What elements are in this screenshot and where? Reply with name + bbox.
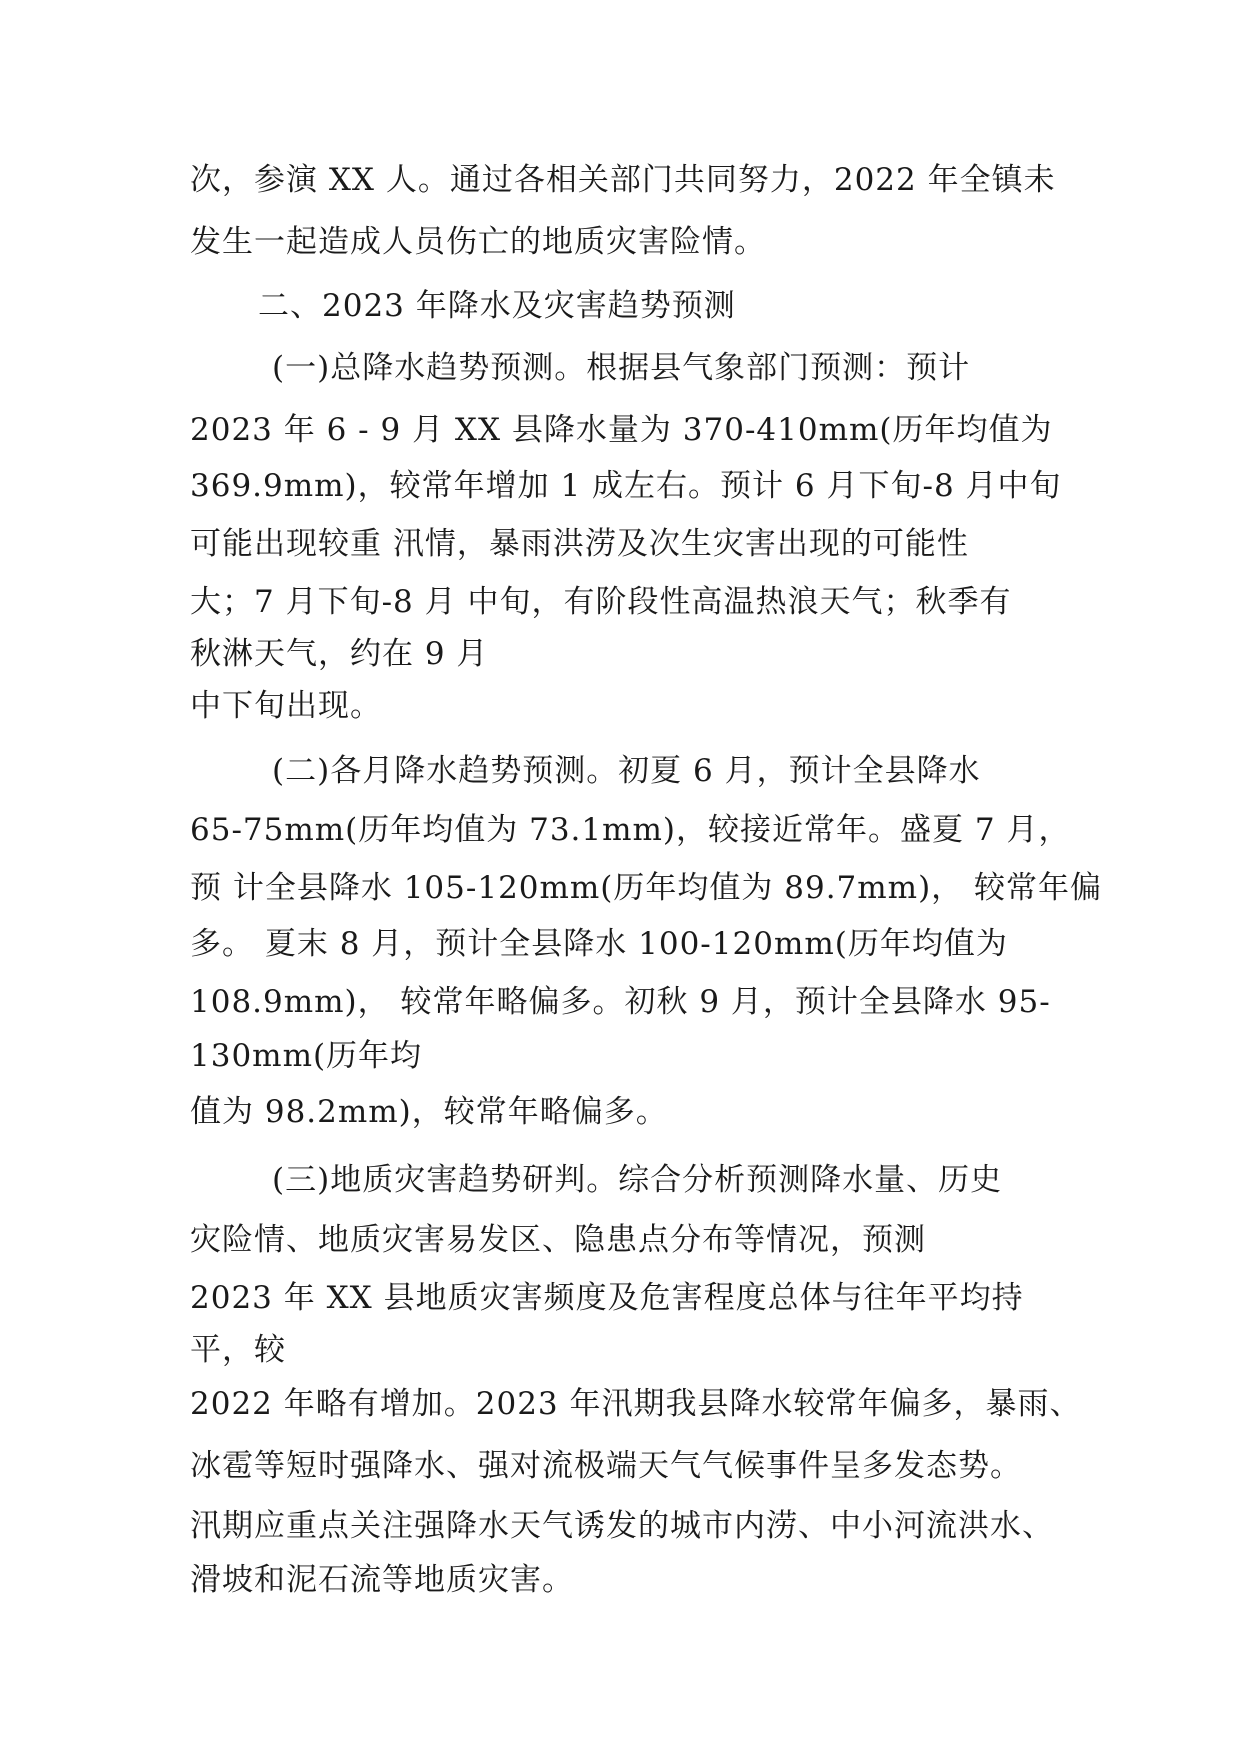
- paragraph-line: 多。 夏末 8 月，预计全县降水 100-120mm(历年均值为: [190, 926, 1008, 962]
- paragraph-line: 369.9mm)，较常年增加 1 成左右。预计 6 月下旬-8 月中旬: [190, 468, 1062, 504]
- paragraph-line: 130mm(历年均: [190, 1038, 423, 1074]
- paragraph-line: (一)总降水趋势预测。根据县气象部门预测：预计: [272, 350, 971, 386]
- paragraph-line: 秋淋天气，约在 9 月: [190, 636, 489, 672]
- paragraph-line: (三)地质灾害趋势研判。综合分析预测降水量、历史: [272, 1162, 1003, 1198]
- paragraph-line: 平，较: [190, 1332, 286, 1368]
- paragraph-line: 可能出现较重 汛情，暴雨洪涝及次生灾害出现的可能性: [190, 526, 969, 562]
- paragraph-line: 2023 年 XX 县地质灾害频度及危害程度总体与往年平均持: [190, 1280, 1024, 1316]
- paragraph-line: 灾险情、地质灾害易发区、隐患点分布等情况，预测: [190, 1222, 926, 1258]
- paragraph-line: 次，参演 XX 人。通过各相关部门共同努力，2022 年全镇未: [190, 162, 1056, 198]
- section-heading: 二、2023 年降水及灾害趋势预测: [258, 288, 736, 324]
- paragraph-line: 滑坡和泥石流等地质灾害。: [190, 1562, 574, 1598]
- paragraph-line: 中下旬出现。: [190, 688, 382, 724]
- paragraph-line: 108.9mm)， 较常年略偏多。初秋 9 月，预计全县降水 95-: [190, 984, 1051, 1020]
- paragraph-line: 预 计全县降水 105-120mm(历年均值为 89.7mm)， 较常年偏: [190, 870, 1103, 906]
- paragraph-line: (二)各月降水趋势预测。初夏 6 月，预计全县降水: [272, 753, 981, 789]
- paragraph-line: 值为 98.2mm)，较常年略偏多。: [190, 1094, 668, 1130]
- paragraph-line: 冰雹等短时强降水、强对流极端天气气候事件呈多发态势。: [190, 1448, 1022, 1484]
- paragraph-line: 2023 年 6 - 9 月 XX 县降水量为 370-410mm(历年均值为: [190, 412, 1053, 448]
- paragraph-line: 大；7 月下旬-8 月 中旬，有阶段性高温热浪天气；秋季有: [190, 584, 1012, 620]
- paragraph-line: 汛期应重点关注强降水天气诱发的城市内涝、中小河流洪水、: [190, 1508, 1054, 1544]
- paragraph-line: 2022 年略有增加。2023 年汛期我县降水较常年偏多，暴雨、: [190, 1386, 1082, 1422]
- paragraph-line: 65-75mm(历年均值为 73.1mm)，较接近常年。盛夏 7 月，: [190, 812, 1071, 848]
- paragraph-line: 发生一起造成人员伤亡的地质灾害险情。: [190, 224, 766, 260]
